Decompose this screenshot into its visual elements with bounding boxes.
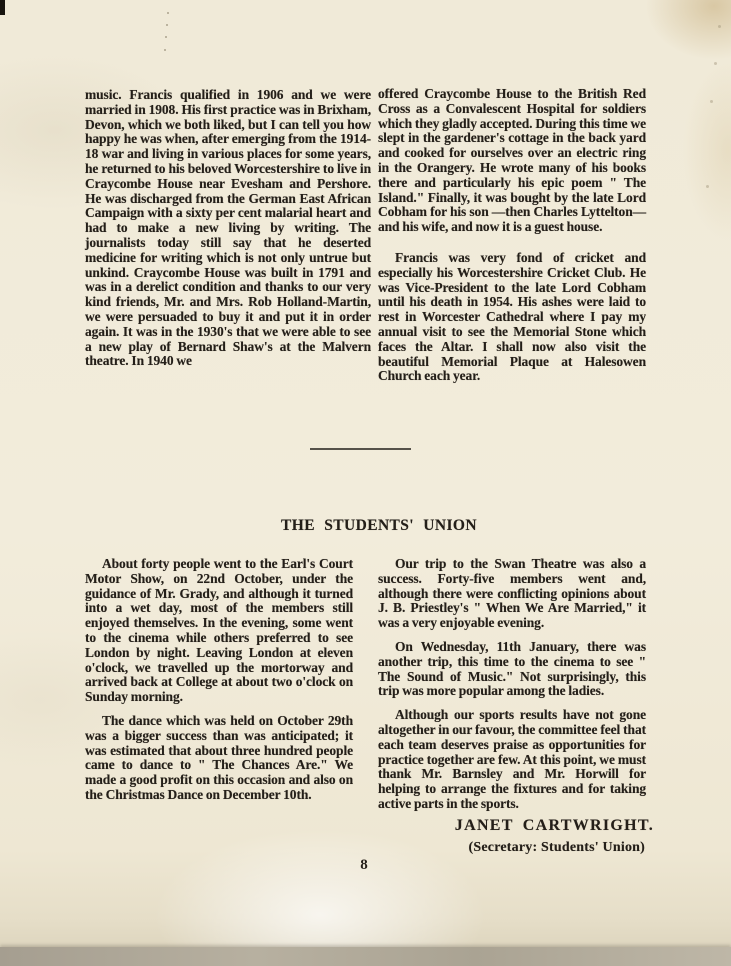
paragraph: offered Craycombe House to the British Red Cross as a Convalescent Hospital for soldiers which they gladly accepted. During this time we slept in the gardener's cottage in the back yard and cooked for ourselves over an electric ring in the Orangery. He wrote many of his books there and particularly his epic poem " The Island." Finally, it was bought by the late Lord Cobham for his son —then Charles Lyttelton—and his wife, and now it is a guest house.	[378, 86, 646, 235]
signature-block	[370, 817, 654, 856]
corner-ink-mark	[0, 0, 5, 15]
section-divider-rule	[310, 448, 411, 450]
dust-speck	[167, 12, 169, 14]
paragraph: music. Francis qualified in 1906 and we were married in 1908. His first practice was in Brixham, Devon, which we both liked, but I can tell you how happy he was when, after emerging from the 1914-18 war and living in various places for some years, he returned to his beloved Worcestershire to live in Craycombe House near Evesham and Pershore. He was discharged from the German East African Campaign with a sixty per cent malarial heart and had to make a new living by writing. The journalists today still say that he deserted medicine for writing which is not only untrue but unkind. Craycombe House was built in 1791 and was in a derelict condition and thanks to our very kind friends, Mr. and Mrs. Rob Holland-Martin, we were persuaded to buy it and put it in order again. It was in the 1930's that we were able to see a new play of Bernard Shaw's at the Malvern theatre. In 1940 we	[85, 87, 371, 369]
paragraph: Our trip to the Swan Theatre was also a success. Forty-five members went and, although there were conflicting opinions about J. B. Priestley's " When We Are Married," it was a very enjoyable evening.	[378, 556, 646, 631]
bleed-through-speck	[718, 25, 721, 28]
bleed-through-speck	[714, 62, 717, 65]
paragraph: About forty people went to the Earl's Court Motor Show, on 22nd October, under the guidance of Mr. Grady, and although it turned into a wet day, most of the members still enjoyed themselves. In the evening, some went to the cinema while others preferred to see London by night. Leaving London at eleven o'clock, we travelled up the mortorway and arrived back at College at about two o'clock on Sunday morning.	[85, 556, 353, 705]
scanner-edge-band	[0, 947, 731, 966]
students-union-right-column	[378, 557, 646, 812]
bleed-through-speck	[706, 185, 709, 188]
paragraph: Although our sports results have not gone altogether in our favour, the committee feel that each team deserves praise as opportunities for practice together are few. At this point, we must thank Mr. Barnsley and Mr. Horwill for helping to arrange the fixtures and for taking active parts in the sports.	[378, 707, 646, 811]
students-union-left-column	[85, 557, 353, 803]
dust-speck	[165, 36, 167, 38]
paragraph: Francis was very fond of cricket and especially his Worcestershire Cricket Club. He was Vice-President to the late Lord Cobham until his death in 1954. His ashes were laid to rest in Worcester Cathedral where I pay my annual visit to see the Memorial Stone which faces the Altar. I shall now also visit the beautiful Memorial Plaque at Halesowen Church each year.	[378, 249, 646, 384]
signature-name: JANET CARTWRIGHT.	[454, 817, 654, 834]
paragraph: On Wednesday, 11th January, there was another trip, this time to the cinema to see " The Sound of Music." Not surprisingly, this trip was more popular among the ladies.	[378, 638, 646, 699]
signature-role: (Secretary: Students' Union)	[468, 840, 645, 855]
memoir-left-column	[85, 88, 371, 369]
paragraph: The dance which was held on October 29th was a bigger success than was anticipated; it was estimated that about three hundred people came to dance to " The Chances Are." We made a good profit on this occasion and also on the Christmas Dance on December 10th.	[85, 712, 353, 802]
memoir-right-column	[378, 87, 646, 384]
section-heading: THE STUDENTS' UNION	[281, 517, 477, 534]
page-number: 8	[360, 857, 368, 873]
bleed-through-speck	[710, 100, 713, 103]
dust-speck	[164, 49, 166, 51]
dust-speck	[166, 24, 168, 26]
